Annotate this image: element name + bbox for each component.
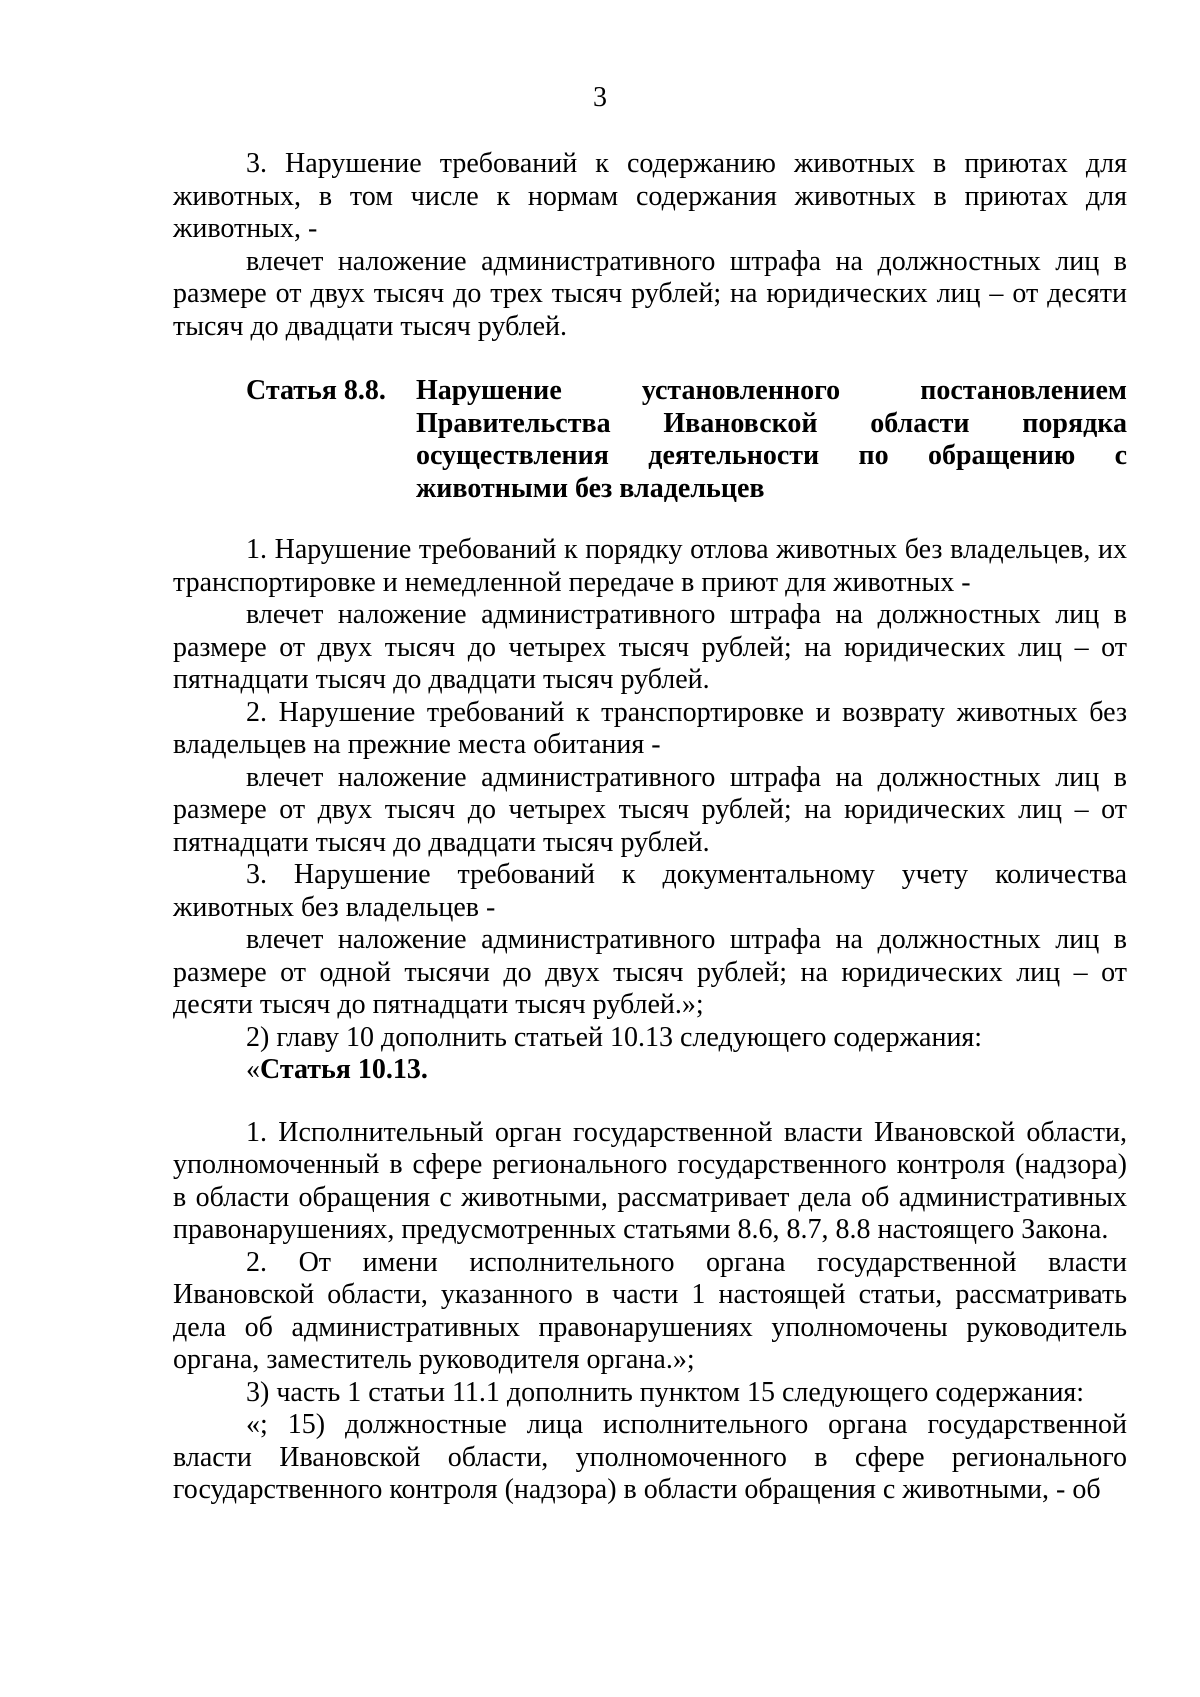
amendment-3-intro: 3) часть 1 статьи 11.1 дополнить пунктом 15 следующего содержания: (246, 1376, 1085, 1408)
article-8-8-number: Статья 8.8. (246, 375, 386, 406)
article-8-7-part-3-offense: 3. Нарушение требований к содержанию животных в приютах для животных, в том числе к нормам содержания животных в приютах для животных, - (173, 148, 1127, 244)
article-10-13-part-1: 1. Исполнительный орган государственной власти Ивановской области, уполномоченный в сфере регионального государственного контроля (надзора) в области обращения с животными, рассматривает дела об административных правонарушениях, предусмотренных статьями 8.6, 8.7, 8.8 настоящего Закона. (173, 1116, 1127, 1245)
article-8-8-part-1-offense: 1. Нарушение требований к порядку отлова животных без владельцев, их транспортировке и немедленной передаче в приют для животных - (173, 534, 1127, 598)
document-body (173, 148, 1127, 1507)
page-number: 3 (593, 82, 607, 113)
article-8-8-part-1-penalty: влечет наложение административного штрафа на должностных лиц в размере от двух тысяч до четырех тысяч рублей; на юридических лиц – от пятнадцати тысяч до двадцати тысяч рублей. (173, 599, 1127, 695)
amendment-3-text: «; 15) должностные лица исполнительного органа государственной власти Ивановской области, уполномоченного в сфере регионального государственного контроля (надзора) в области обращения с животными, - об (173, 1409, 1127, 1505)
article-10-13-heading (173, 1054, 1127, 1087)
article-10-13-part-2: 2. От имени исполнительного органа государственной власти Ивановской области, указанного в части 1 настоящей статьи, рассматривать дела об административных правонарушениях уполномочены руководитель органа, заместитель руководителя органа.»; (173, 1246, 1127, 1375)
article-8-8-part-2-penalty: влечет наложение административного штрафа на должностных лиц в размере от двух тысяч до четырех тысяч рублей; на юридических лиц – от пятнадцати тысяч до двадцати тысяч рублей. (173, 761, 1127, 858)
amendment-2-intro: 2) главу 10 дополнить статьей 10.13 следующего содержания: (246, 1021, 983, 1053)
article-8-7-part-3-penalty: влечет наложение административного штрафа на должностных лиц в размере от двух тысяч до трех тысяч рублей; на юридических лиц – от десяти тысяч до двадцати тысяч рублей. (173, 245, 1127, 342)
article-8-8-part-2-offense: 2. Нарушение требований к транспортировке и возврату животных без владельцев на прежние места обитания - (173, 696, 1127, 760)
article-8-8-part-3-penalty: влечет наложение административного штрафа на должностных лиц в размере от одной тысячи до двух тысяч рублей; на юридических лиц – от десяти тысяч до пятнадцати тысяч рублей.»; (173, 924, 1127, 1020)
article-8-8-heading (173, 375, 1127, 505)
article-8-8-title: Нарушение установленного постановлением Правительства Ивановской области порядка осуществления деятельности по обращению с животными без владельцев (416, 375, 1127, 504)
article-8-8-part-3-offense: 3. Нарушение требований к документальному учету количества животных без владельцев - (173, 859, 1127, 923)
article-10-13-number: Статья 10.13. (260, 1054, 428, 1085)
article-10-13-open-quote: « (246, 1054, 260, 1085)
